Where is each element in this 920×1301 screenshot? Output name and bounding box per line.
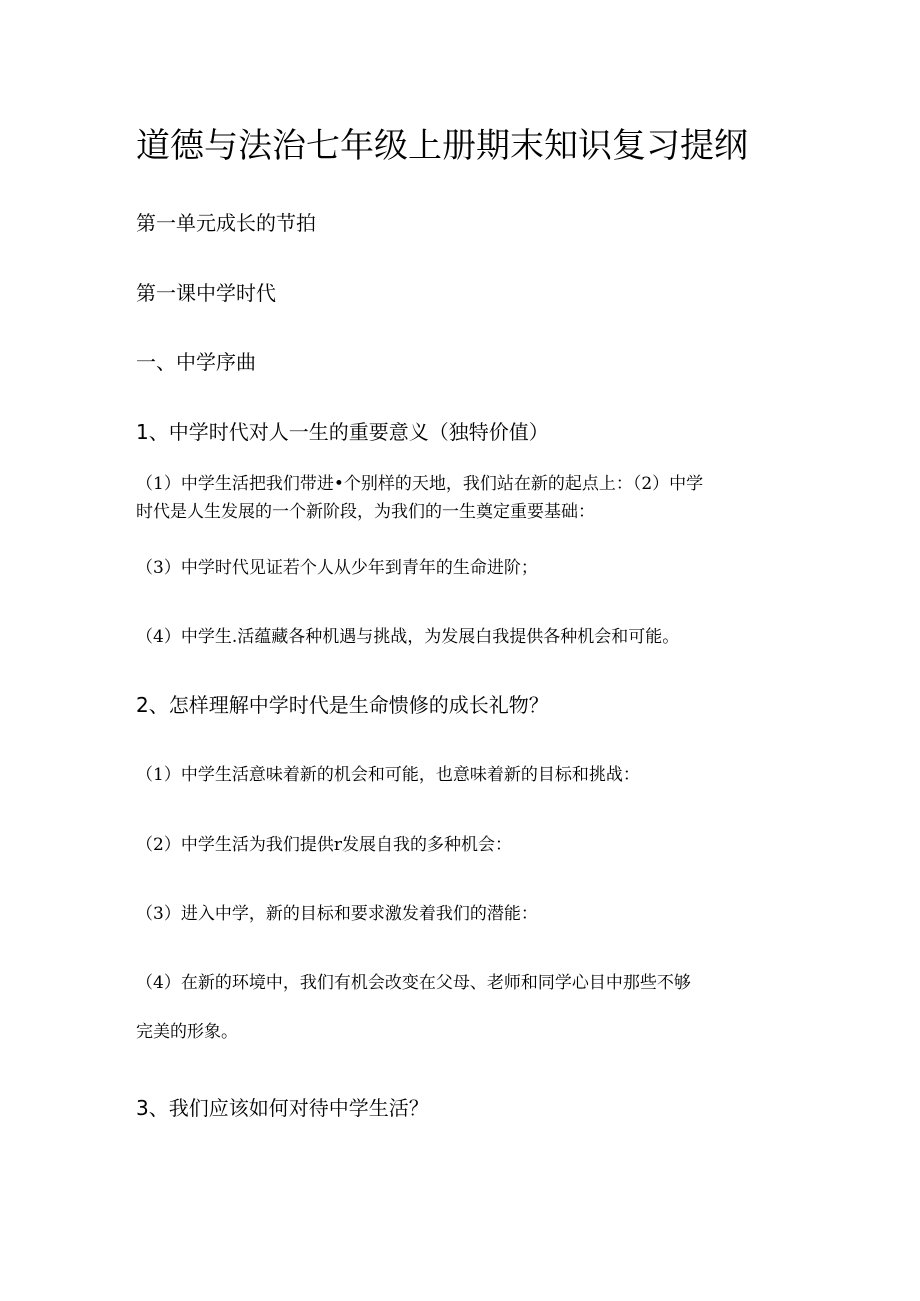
q2-paragraph-1: （1）中学生活意味着新的机会和可能，也意味着新的目标和挑战：	[136, 765, 640, 785]
q1-paragraph-3: （3）中学时代见证若个人从少年到青年的生命进阶；	[136, 558, 538, 578]
question-3-heading: 3、我们应该如何对待中学生活？	[136, 1096, 429, 1120]
q1-paragraph-4: （4）中学生.活蕴藏各种机遇与挑战，为发展白我提供各种机会和可能。	[136, 627, 680, 647]
document-title: 道德与法治七年级上册期末知识复习提纲	[136, 126, 748, 166]
unit-heading: 第一单元成长的节拍	[136, 211, 316, 235]
question-1-heading: 1、中学时代对人一生的重要意义（独特价值）	[136, 420, 549, 444]
question-2-heading: 2、怎样理解中学时代是生命愦修的成长礼物？	[136, 693, 549, 717]
q2-paragraph-4-line-2: 完美的形象。	[136, 1022, 238, 1042]
q2-paragraph-3: （3）进入中学，新的目标和要求激发着我们的潜能：	[136, 904, 538, 924]
section-heading: 一、中学序曲	[136, 350, 256, 374]
q1-paragraph-1-line-1: （1）中学生活把我们带进•个别样的天地，我们站在新的起点上：（2）中学	[136, 474, 704, 494]
q1-paragraph-1-line-2: 时代是人生发展的一个新阶段，为我们的一生奠定重要基础：	[136, 502, 595, 522]
q2-paragraph-4-line-1: （4）在新的环境中，我们有机会改变在父母、老师和同学心目中那些不够	[136, 973, 691, 993]
q2-paragraph-2: （2）中学生活为我们提供r发展自我的多种机会：	[136, 835, 512, 855]
lesson-heading: 第一课中学时代	[136, 281, 276, 305]
